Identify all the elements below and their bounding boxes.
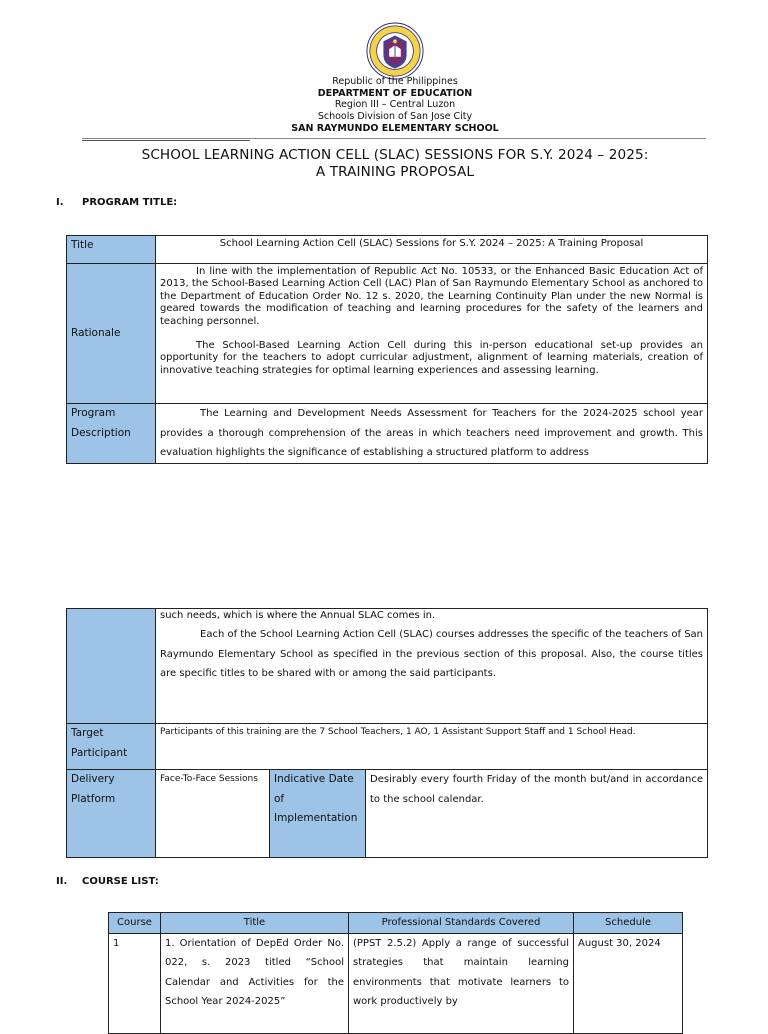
section-2-label: COURSE LIST: bbox=[82, 876, 159, 887]
delivery-platform-label bbox=[67, 770, 156, 858]
document-title bbox=[0, 147, 768, 180]
rationale-paragraph-1: In line with the implementation of Republic Act No. 10533, or the Enhanced Basic Education Act of 2013, the School-Based Learning Action Cell (LAC) Plan of San Raymundo Elementary School as anchored to the Department of Education Order No. 12 s. 2020, the Learning Continuity Plan under the new Normal is geared towards the modification of teaching and learning procedures for the safety of the learners and teaching personnel. bbox=[160, 266, 703, 327]
deped-seal-icon bbox=[366, 22, 424, 80]
course-standards: (PPST 2.5.2) Apply a range of successful strategies that maintain learning environments that motivate learners to work productively by bbox=[349, 933, 574, 1033]
rationale-cell bbox=[156, 264, 708, 404]
course-header-schedule: Schedule bbox=[574, 913, 683, 934]
row-program-description bbox=[67, 404, 708, 464]
delivery-platform-value: Face-To-Face Sessions bbox=[156, 770, 270, 858]
rationale-label: Rationale bbox=[67, 264, 156, 404]
document-title-line1: SCHOOL LEARNING ACTION CELL (SLAC) SESSIONS FOR S.Y. 2024 – 2025: bbox=[141, 147, 649, 163]
section-2-number: II. bbox=[56, 876, 68, 887]
program-description-text: The Learning and Development Needs Assessment for Teachers for the 2024-2025 school year provides a thorough comprehension of the areas in which teachers need improvement and growth. This evaluation highlights the significance of establishing a structured platform to address bbox=[160, 408, 703, 458]
row-title bbox=[67, 236, 708, 264]
program-description-label bbox=[67, 404, 156, 464]
section-1-heading bbox=[56, 197, 177, 208]
header-divider bbox=[82, 138, 706, 139]
section-1-number: I. bbox=[56, 197, 64, 208]
table-row bbox=[109, 933, 683, 1033]
course-header-course: Course bbox=[109, 913, 161, 934]
course-title: 1. Orientation of DepEd Order No. 022, s. 2023 titled “School Calendar and Activities for the School Year 2024-2025” bbox=[161, 933, 349, 1033]
program-table-continued bbox=[66, 608, 708, 858]
program-description-continued-line: such needs, which is where the Annual SLAC comes in. bbox=[160, 610, 436, 621]
title-label: Title bbox=[67, 236, 156, 264]
course-header-title: Title bbox=[161, 913, 349, 934]
header-department: DEPARTMENT OF EDUCATION bbox=[317, 87, 473, 99]
header-school: SAN RAYMUNDO ELEMENTARY SCHOOL bbox=[291, 122, 499, 134]
course-schedule: August 30, 2024 bbox=[574, 933, 683, 1033]
course-table-header bbox=[109, 913, 683, 934]
program-description-label-line2: Description bbox=[71, 426, 131, 439]
program-description-value bbox=[156, 404, 708, 464]
delivery-platform-label-line2: Platform bbox=[71, 792, 116, 805]
section-1-label: PROGRAM TITLE: bbox=[82, 197, 178, 208]
course-number: 1 bbox=[109, 933, 161, 1033]
row-rationale bbox=[67, 264, 708, 404]
indicative-date-label: Indicative Date of Implementation bbox=[270, 770, 366, 858]
program-description-continued-value bbox=[156, 609, 708, 724]
target-participant-label bbox=[67, 724, 156, 770]
row-delivery-platform bbox=[67, 770, 708, 858]
document-title-line2: A TRAINING PROPOSAL bbox=[315, 163, 475, 180]
program-description-label-continued bbox=[67, 609, 156, 724]
section-2-heading bbox=[56, 876, 159, 887]
delivery-platform-label-line1: Delivery bbox=[71, 773, 115, 785]
row-target-participant bbox=[67, 724, 708, 770]
header-divider-accent bbox=[82, 140, 250, 141]
program-description-paragraph-2: Each of the School Learning Action Cell (SLAC) courses addresses the specific of the teachers of San Raymundo Elementary School as specified in the previous section of this proposal. Also, the course titles are specific titles to be shared with or among the said participants. bbox=[160, 629, 704, 679]
target-participant-label-line2: Participant bbox=[71, 746, 128, 759]
row-program-description-continued bbox=[67, 609, 708, 724]
rationale-paragraph-2: The School-Based Learning Action Cell during this in-person educational set-up provides an opportunity for the teachers to adopt curricular adjustment, alignment of learning materials, creation of innovative teaching strategies for optimal learning experiences and assessing learning. bbox=[160, 340, 703, 376]
course-list-table bbox=[108, 912, 683, 1034]
header-division: Schools Division of San Jose City bbox=[317, 111, 473, 123]
course-header-standards: Professional Standards Covered bbox=[349, 913, 574, 934]
header-region: Region III – Central Luzon bbox=[334, 99, 456, 111]
program-table bbox=[66, 235, 708, 464]
target-participant-label-line1: Target bbox=[71, 727, 104, 739]
indicative-date-value: Desirably every fourth Friday of the month but/and in accordance to the school calendar. bbox=[366, 770, 708, 858]
title-value: School Learning Action Cell (SLAC) Sessions for S.Y. 2024 – 2025: A Training Proposal bbox=[156, 236, 708, 264]
target-participant-value: Participants of this training are the 7 School Teachers, 1 AO, 1 Assistant Support Staff and 1 School Head. bbox=[156, 724, 708, 770]
program-description-label-line1: Program bbox=[71, 407, 116, 419]
header-republic: Republic of the Philippines bbox=[332, 76, 458, 87]
